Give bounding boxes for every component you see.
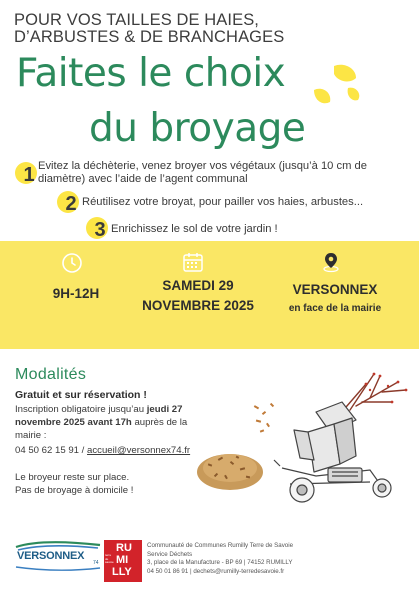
rumilly-logo-text-2: MI	[116, 554, 129, 566]
step-3-text: Enrichissez le sol de votre jardin !	[111, 223, 278, 235]
title-line-1: Faites le choix	[16, 51, 286, 96]
step-1-number: 1	[18, 162, 40, 188]
event-date-line-1: SAMEDI 29	[162, 278, 234, 293]
step-1-line-2: diamètre) avec l’aide de l’agent communal	[38, 173, 248, 185]
note-2: Pas de broyage à domicile !	[15, 485, 134, 496]
footer-line-2: Service Déchets	[147, 550, 193, 558]
registration-text-3: mairie :	[15, 430, 47, 441]
headline	[14, 12, 284, 46]
clock-icon	[61, 252, 83, 274]
event-date-line-2: NOVEMBRE 2025	[142, 298, 254, 313]
event-place-detail: en face de la mairie	[288, 303, 382, 314]
modalites-notes	[15, 471, 133, 497]
versonnex-logo-sub: 74	[93, 560, 99, 566]
modalites-title: Modalités	[15, 366, 87, 383]
calendar-icon	[182, 251, 204, 273]
footer-line-1: Communauté de Communes Rumilly Terre de Savoie	[147, 542, 294, 549]
registration-text-1: Inscription obligatoire jusqu’au	[15, 404, 145, 415]
versonnex-logo	[14, 539, 102, 573]
event-date	[136, 276, 260, 316]
versonnex-logo-text: VERSONNEX	[17, 550, 85, 562]
step-3-number: 3	[89, 217, 111, 243]
registration-deadline-1: jeudi 27	[146, 404, 183, 415]
footer-line-4: 04 50 01 86 91 | dechets@rumilly-terredesavoie.fr	[147, 568, 285, 576]
step-2-text: Réutilisez votre broyat, pour pailler vos haies, arbustes...	[82, 196, 364, 208]
rumilly-logo-text-3: LLY	[112, 566, 132, 578]
modalites-registration	[15, 403, 215, 457]
rumilly-logo-text-1: RU	[116, 542, 132, 554]
phone-number: 04 50 62 15 91 /	[15, 445, 85, 456]
rumilly-logo-small: terre de savoie	[105, 553, 114, 564]
step-2-number: 2	[60, 191, 82, 217]
versonnex-underline-icon	[14, 565, 102, 573]
event-time: 9H-12H	[52, 286, 100, 301]
step-1-text	[38, 160, 367, 186]
footer-contact	[147, 542, 293, 577]
location-pin-icon	[320, 251, 342, 273]
shredder-illustration	[270, 372, 416, 516]
modalites-free-line: Gratuit et sur réservation !	[15, 389, 147, 401]
step-1-line-1: Evitez la déchèterie, venez broyer vos végétaux (jusqu’à 10 cm de	[38, 160, 367, 172]
title-line-2: du broyage	[89, 106, 306, 151]
headline-line-2: D’ARBUSTES & DE BRANCHAGES	[14, 28, 285, 46]
registration-deadline-2: novembre 2025 avant 17h	[15, 417, 132, 428]
email-link[interactable]: accueil@versonnex74.fr	[87, 445, 191, 456]
registration-text-2: auprès de la	[134, 417, 188, 428]
rumilly-logo	[104, 540, 142, 582]
event-place: VERSONNEX	[292, 282, 378, 297]
note-1: Le broyeur reste sur place.	[15, 472, 130, 483]
headline-line-1: POUR VOS TAILLES DE HAIES,	[14, 11, 259, 29]
leaves-icon	[304, 60, 364, 112]
footer-line-3: 3, place de la Manufacture - BP 69 | 74152 RUMILLY	[147, 559, 293, 567]
